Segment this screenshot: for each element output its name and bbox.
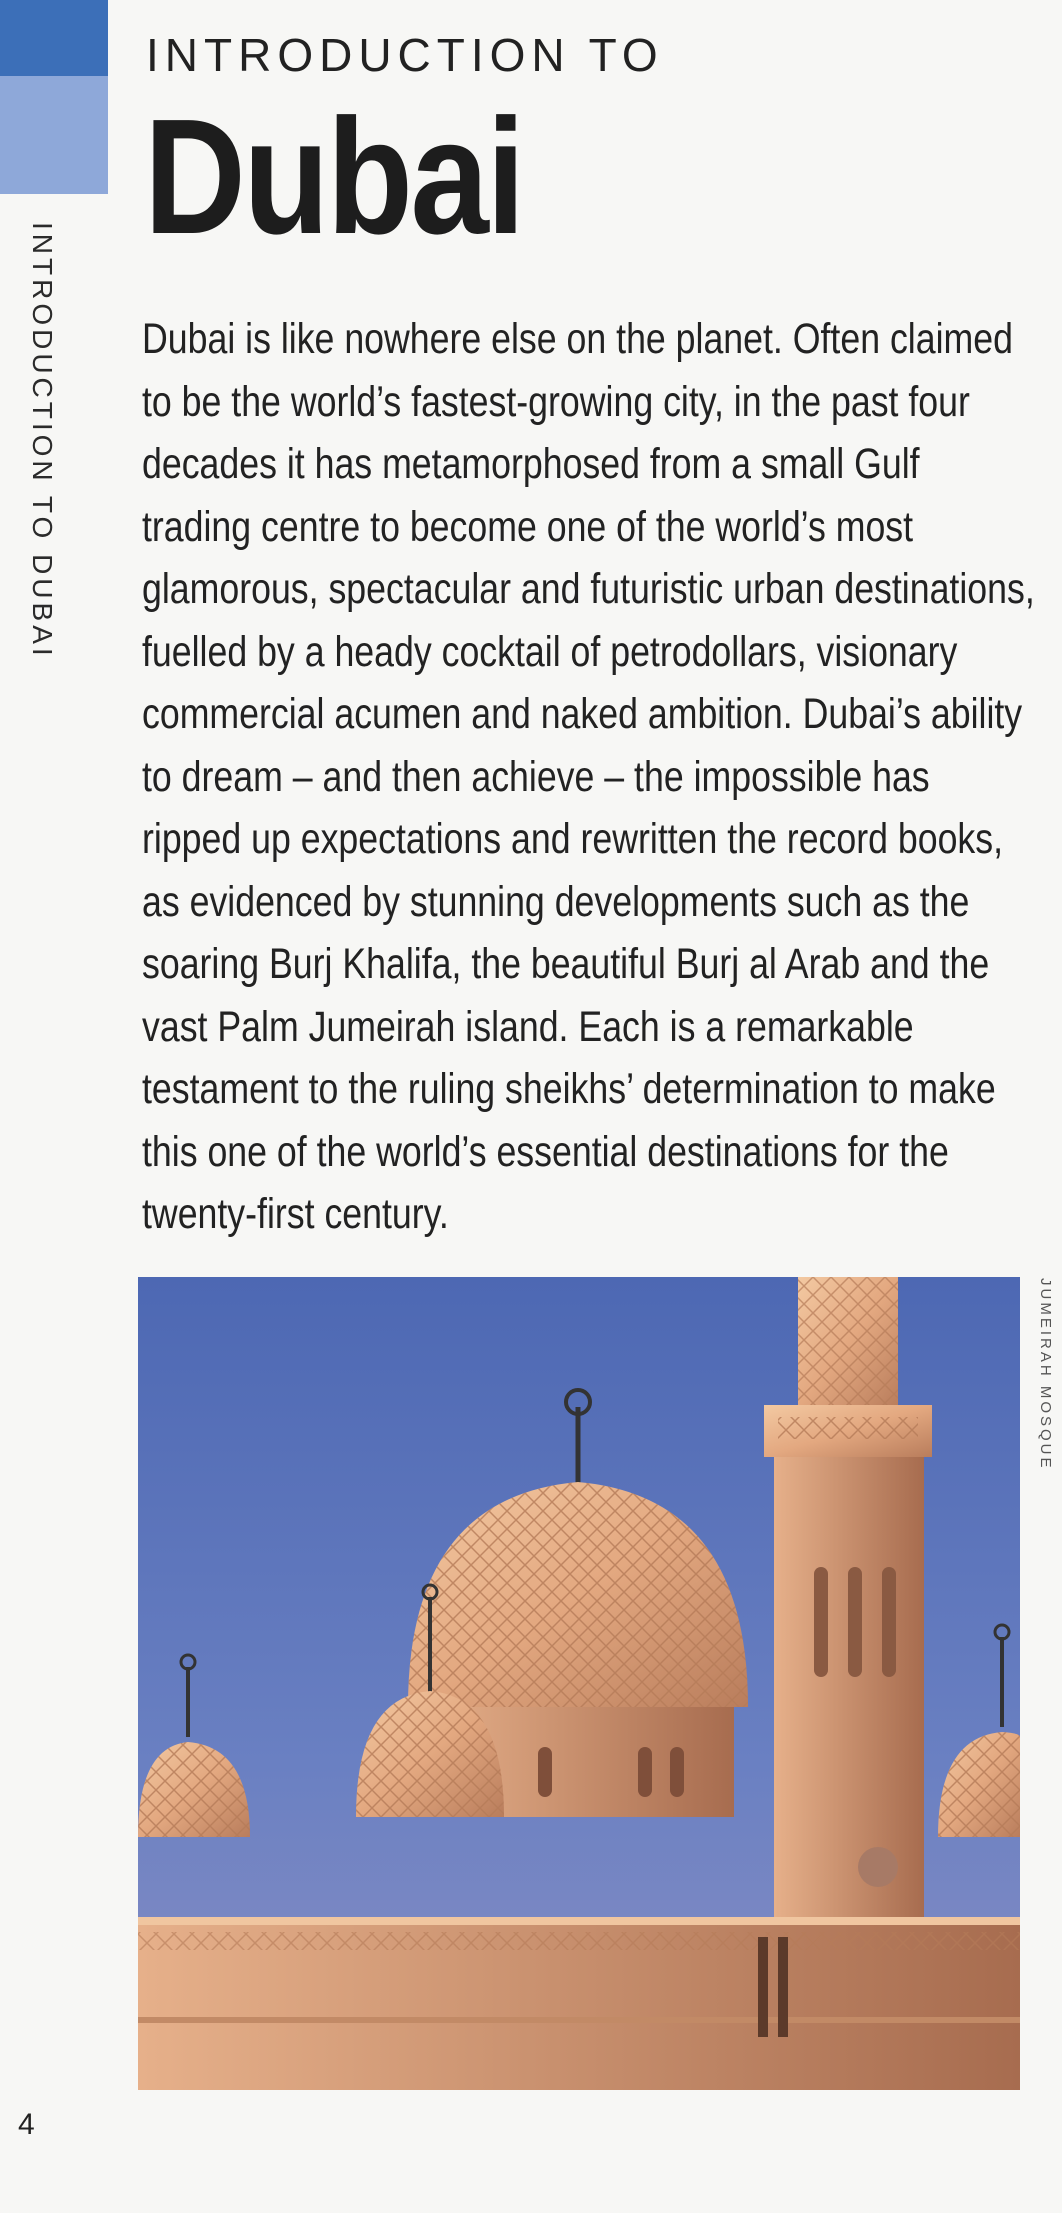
chapter-tab-dark: [0, 0, 108, 76]
chapter-tab-light: [0, 76, 108, 194]
running-head: INTRODUCTION TO DUBAI: [27, 222, 58, 660]
parapet-wall: [138, 1917, 1020, 2090]
page-number: 4: [18, 2108, 35, 2141]
chapter-kicker: INTRODUCTION TO: [146, 29, 664, 81]
intro-paragraph: Dubai is like nowhere else on the planet. Often claimed to be the world’s fastest-growing city, in the past four decades it has metamorphosed from a small Gulf trading centre to become one of the world’s most glamorous, spectacular and futuristic urban destinations, fuelled by a heady cocktail of petrodollars, visionary commercial acumen and naked ambition. Dubai’s ability to dream – and then achieve – the impossible has ripped up expectations and rewritten the record books, as evidenced by stunning developments such as the soaring Burj Khalifa, the beautiful Burj al Arab and the vast Palm Jumeirah island. Each is a remarkable testament to the ruling sheikhs’ determination to make this one of the world’s essential destinations for the twenty-first century.: [142, 315, 1035, 1238]
photo-caption: JUMEIRAH MOSQUE: [1037, 1278, 1054, 1471]
mosque-photo: [138, 1277, 1020, 2090]
chapter-title: Dubai: [144, 85, 523, 268]
